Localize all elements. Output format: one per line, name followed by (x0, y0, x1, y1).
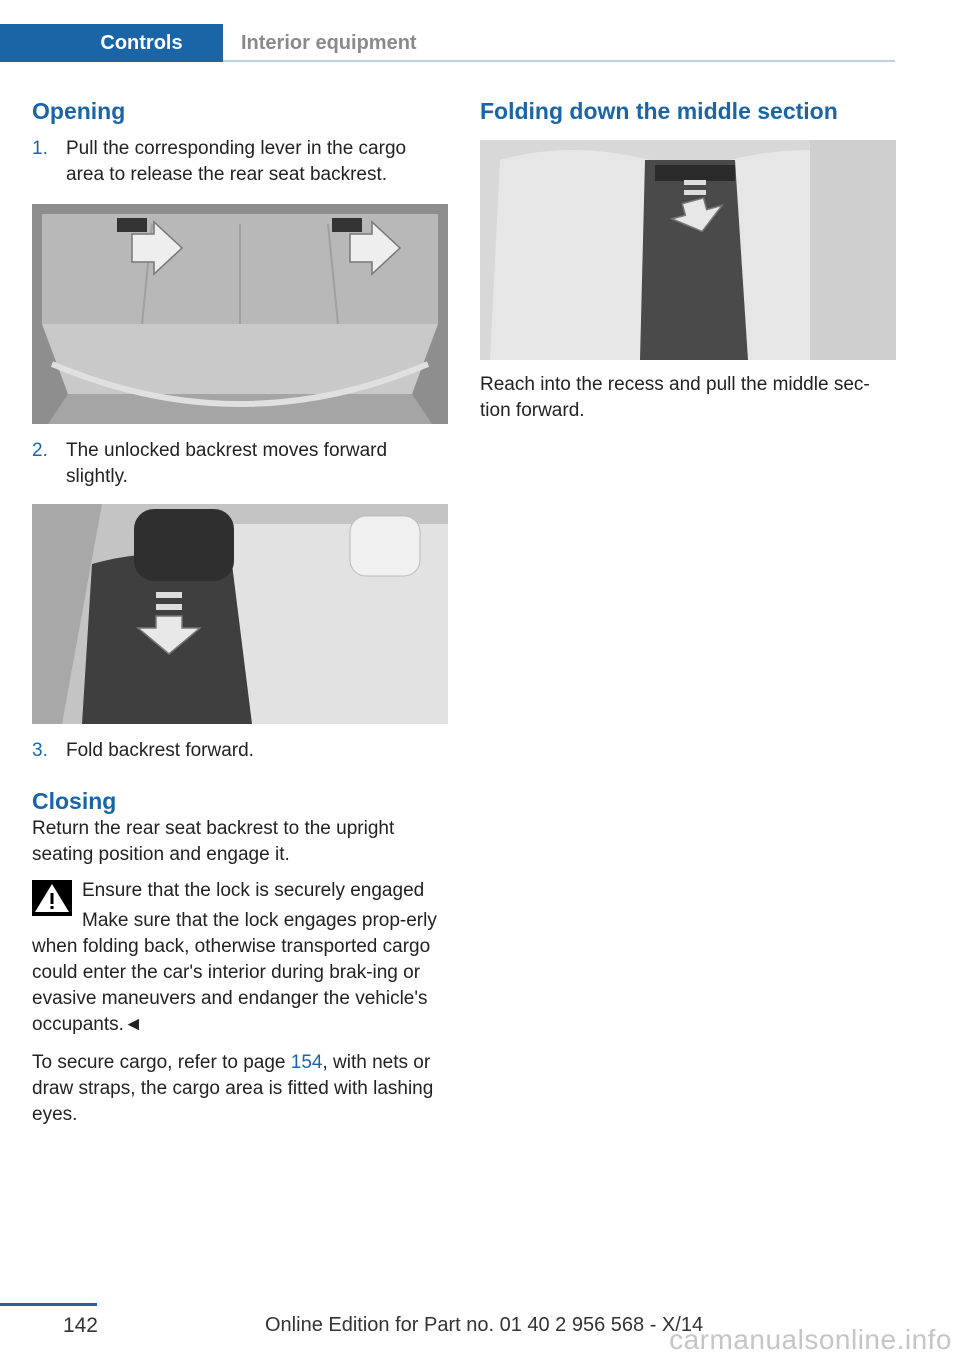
step-1 (32, 136, 448, 188)
cargo-area-image (32, 204, 448, 424)
opening-heading: Opening (32, 98, 126, 124)
backrest-forward-image (32, 504, 448, 724)
header-divider (223, 60, 895, 62)
warning-triangle-icon (32, 880, 72, 916)
cargo-text-after: , with nets or draw straps, the cargo area is fitted with lashing eyes. (32, 1052, 434, 1125)
middle-section-heading: Folding down the middle section (480, 98, 838, 124)
page-link[interactable]: 154 (290, 1052, 323, 1073)
middle-section-image (480, 140, 896, 360)
step-text: Fold backrest forward. (66, 740, 254, 761)
step-number: 3. (32, 740, 48, 761)
step-3 (32, 738, 448, 764)
step-text: Pull the corresponding lever in the cargo area to release the rear seat backrest. (66, 138, 407, 185)
middle-section-text: Reach into the recess and pull the middle sec-tion forward. (480, 374, 870, 421)
cargo-paragraph (32, 1050, 448, 1128)
closing-heading: Closing (32, 788, 117, 814)
right-column (480, 96, 896, 424)
section-tab[interactable]: Controls (0, 24, 223, 62)
closing-text: Return the rear seat backrest to the upright seating position and engage it. (32, 818, 395, 865)
page-number: 142 (62, 1314, 98, 1337)
footer-divider (0, 1303, 97, 1306)
watermark-text: carmanualsonline.info (669, 1324, 952, 1355)
warning-title: Ensure that the lock is securely engaged (82, 880, 425, 901)
step-number: 2. (32, 440, 48, 461)
step-2 (32, 438, 448, 490)
edition-text: Online Edition for Part no. 01 40 2 956 568 - X/14 (265, 1314, 704, 1336)
warning-body: Make sure that the lock engages prop-erly when folding back, otherwise transported cargo could enter the car's interior during brak-ing or evasive maneuvers and endanger the vehicle's occupants.◄ (32, 910, 437, 1035)
step-text: The unlocked backrest moves forward slightly. (66, 440, 388, 487)
step-number: 1. (32, 138, 48, 159)
subsection-title[interactable]: Interior equipment (241, 32, 417, 54)
left-column (32, 96, 448, 1128)
warning-block (32, 878, 448, 1038)
page-header (0, 24, 895, 62)
cargo-text-before: To secure cargo, refer to page (32, 1052, 291, 1073)
